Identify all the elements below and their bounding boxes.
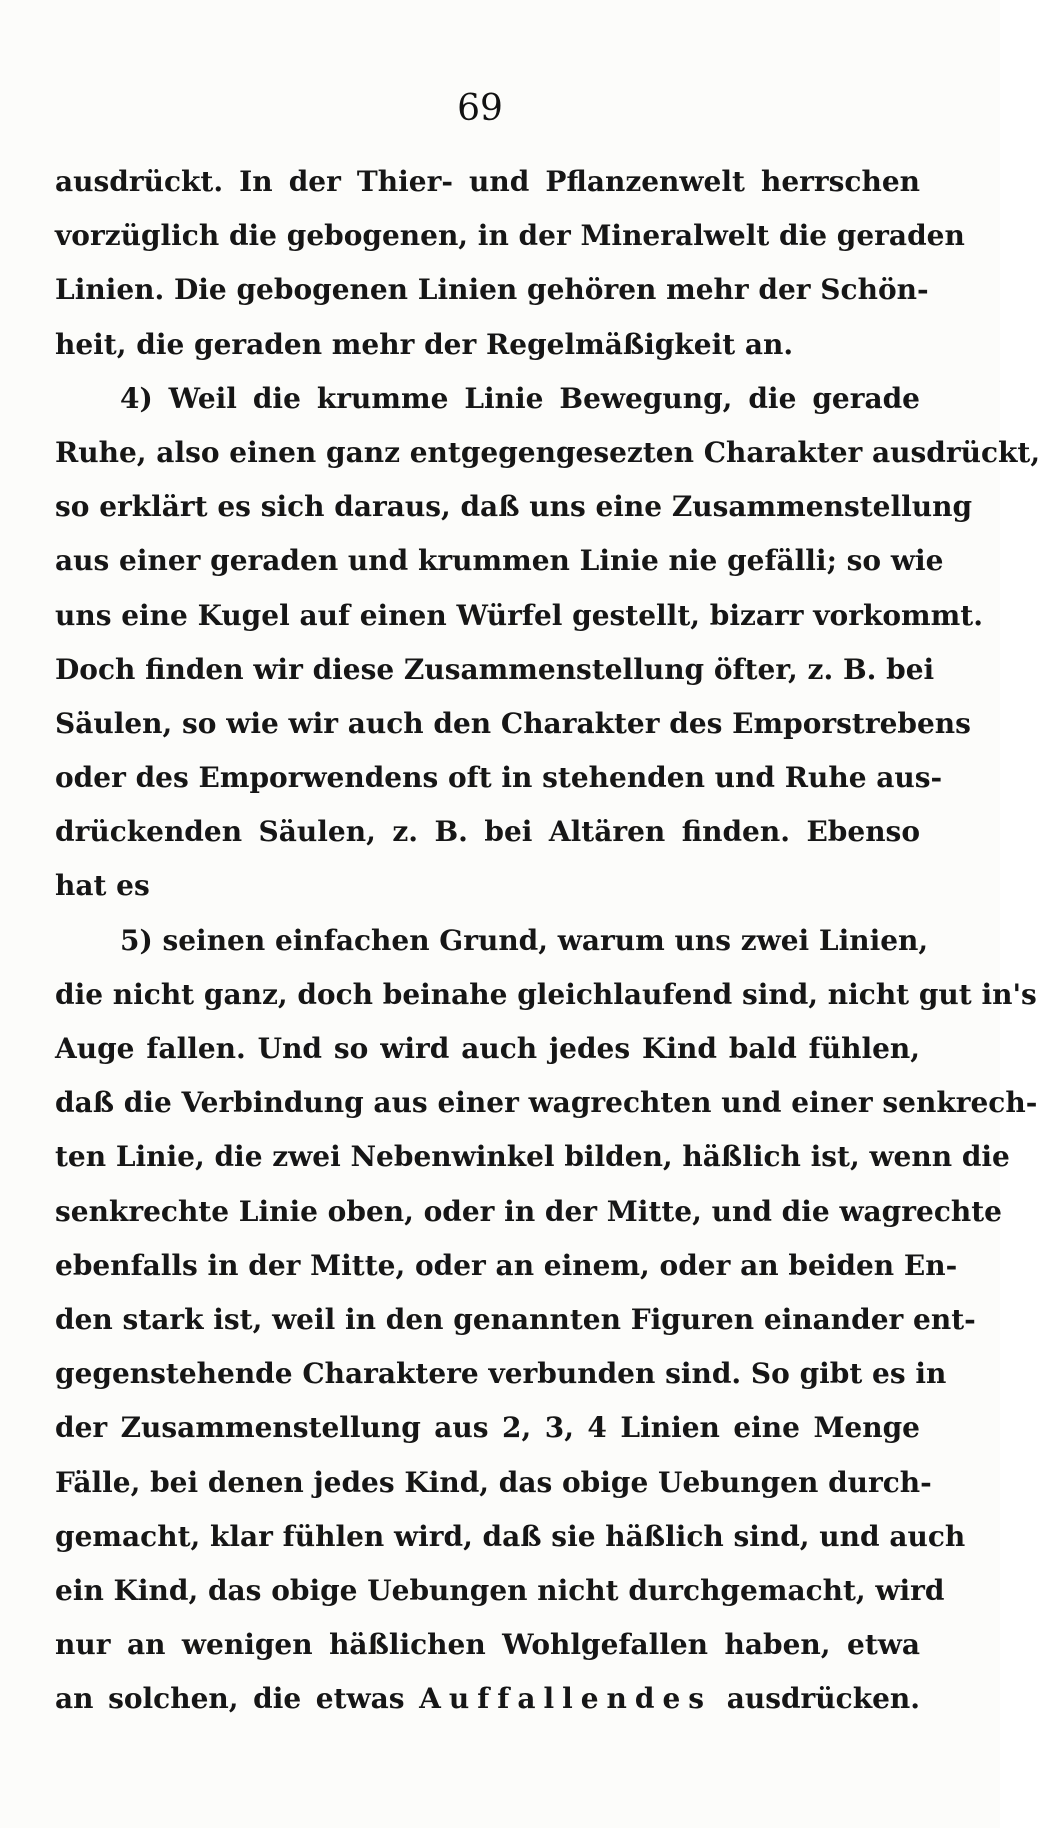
- last-text-line: [55, 1672, 920, 1726]
- text-line: aus einer geraden und krummen Linie nie gefälli; so wie: [55, 544, 944, 578]
- paragraph-4-start: 4) Weil die krumme Linie Bewegung, die gerade: [120, 381, 920, 415]
- text-line: ein Kind, das obige Uebungen nicht durchgemacht, wird: [55, 1573, 945, 1607]
- text-line: den stark ist, weil in den genannten Figuren einander ent-: [55, 1302, 976, 1336]
- text-line: Doch finden wir diese Zusammenstellung öfter, z. B. bei: [55, 652, 935, 686]
- paragraph-5-start: 5) seinen einfachen Grund, warum uns zwei Linien,: [120, 923, 929, 957]
- text-line: senkrechte Linie oben, oder in der Mitte, und die wagrechte: [55, 1194, 1002, 1228]
- text-line: oder des Emporwendens oft in stehenden und Ruhe aus-: [55, 761, 943, 795]
- text-line: Ruhe, also einen ganz entgegengesezten Charakter ausdrückt,: [55, 435, 1040, 469]
- emphasized-word: Auffallendes: [419, 1682, 713, 1716]
- text-line: ten Linie, die zwei Nebenwinkel bilden, häßlich ist, wenn die: [55, 1140, 1010, 1174]
- text-line: vorzüglich die gebogenen, in der Mineralwelt die geraden: [55, 219, 965, 253]
- text-line: gemacht, klar fühlen wird, daß sie häßlich sind, und auch: [55, 1519, 966, 1553]
- text-segment: ausdrücken.: [726, 1682, 921, 1716]
- text-line: nur an wenigen häßlichen Wohlgefallen haben, etwa: [55, 1628, 920, 1662]
- text-line: so erklärt es sich daraus, daß uns eine Zusammenstellung: [55, 490, 973, 524]
- text-line: hat es: [55, 869, 150, 903]
- body-text: [55, 155, 1040, 1726]
- text-line: Linien. Die gebogenen Linien gehören mehr der Schön-: [55, 273, 929, 307]
- text-line: Auge fallen. Und so wird auch jedes Kind bald fühlen,: [55, 1032, 920, 1065]
- text-line: uns eine Kugel auf einen Würfel gestellt, bizarr vorkommt.: [55, 598, 983, 632]
- text-line: Säulen, so wie wir auch den Charakter des Emporstrebens: [55, 706, 971, 740]
- page-number: 69: [457, 88, 503, 129]
- text-line: ausdrückt. In der Thier- und Pflanzenwelt herrschen: [55, 165, 920, 198]
- text-line: drückenden Säulen, z. B. bei Altären finden. Ebenso: [55, 815, 920, 849]
- text-line: gegenstehende Charaktere verbunden sind. So gibt es in: [55, 1357, 947, 1391]
- text-line: der Zusammenstellung aus 2, 3, 4 Linien eine Menge: [55, 1411, 920, 1445]
- text-line: daß die Verbindung aus einer wagrechten und einer senkrech-: [55, 1086, 1038, 1120]
- text-line: Fälle, bei denen jedes Kind, das obige Uebungen durch-: [55, 1465, 932, 1499]
- text-segment: an solchen, die etwas: [55, 1682, 405, 1716]
- text-line: ebenfalls in der Mitte, oder an einem, oder an beiden En-: [55, 1248, 958, 1282]
- text-line: heit, die geraden mehr der Regelmäßigkeit an.: [55, 327, 794, 361]
- text-line: die nicht ganz, doch beinahe gleichlaufend sind, nicht gut in's: [55, 977, 1037, 1011]
